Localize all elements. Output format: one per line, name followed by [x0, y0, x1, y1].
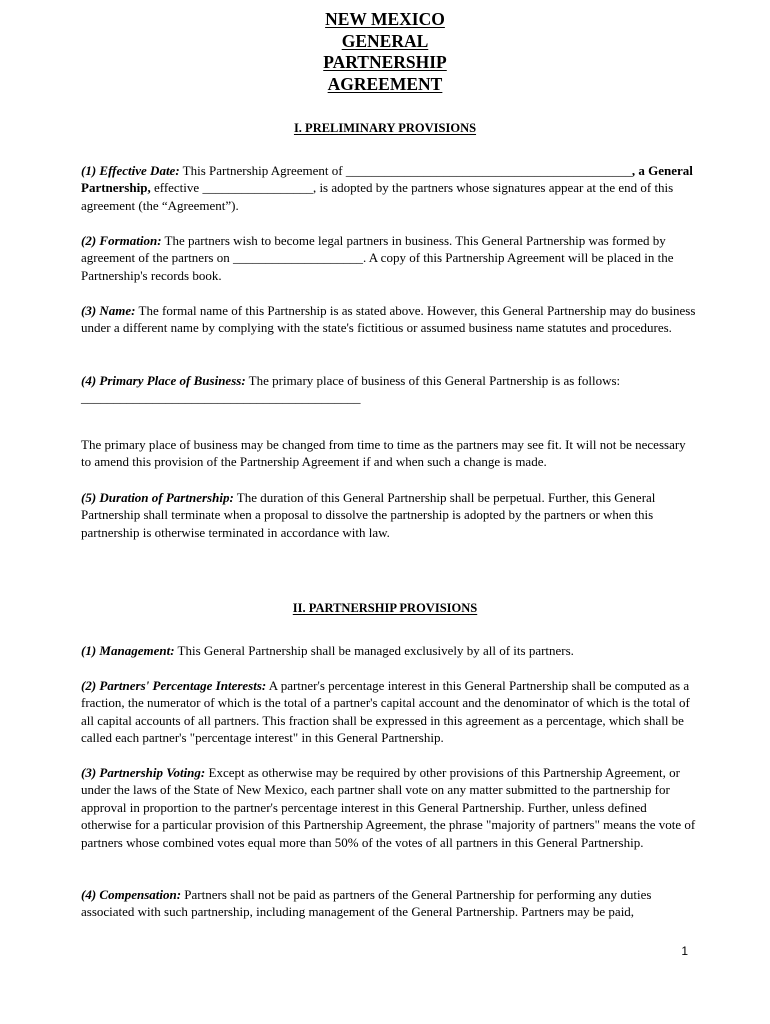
paragraph-effective-date — [81, 162, 696, 214]
paragraph-formation — [81, 232, 696, 284]
paragraph-label: (2) Formation: — [81, 233, 162, 248]
paragraph-text: Except as otherwise may be required by other provisions of this Partnership Agreement, or under the laws of the State of New Mexico, each partner shall vote on any matter submitted to the partnership for approval in proportion to the partner's percentage interest in this General Partnership. Further, unless defined otherwise for a particular provision of this Partnership Agreement, the phrase "majority of partners" means the vote of partners whose combined votes equal more than 50% of the votes of all partners in this General Partnership. — [81, 765, 696, 850]
paragraph-voting — [81, 764, 696, 851]
paragraph-text: A partner's percentage interest in this General Partnership shall be computed as a fraction, the numerator of which is the total of a partner's capital account and the denominator of which is the total of all capital accounts of all partners. This fraction shall be expressed in this agreement as a percentage, which shall be called each partner's "percentage interest" in this General Partnership. — [81, 678, 690, 746]
paragraph-place-change — [81, 436, 696, 471]
paragraph-text: The primary place of business may be changed from time to time as the partners may see fit. It will not be necessary to amend this provision of the Partnership Agreement if and when such a change is made. — [81, 437, 686, 470]
paragraph-label: (3) Partnership Voting: — [81, 765, 206, 780]
title-line-4: AGREEMENT — [327, 74, 443, 95]
page-number: 1 — [681, 944, 688, 958]
paragraph-duration — [81, 489, 696, 541]
paragraph-text: effective — [150, 180, 203, 196]
paragraph-text: . A copy of this Partnership Agreement will be placed in the Partnership's records book. — [81, 250, 674, 283]
paragraph-management — [81, 642, 696, 659]
paragraph-place-of-business — [81, 372, 696, 407]
title-line-2: GENERAL — [341, 30, 429, 51]
document-title — [0, 9, 770, 96]
paragraph-text: The formal name of this Partnership is as stated above. However, this General Partnership may do business under a different name by complying with the state's fictitious or assumed business name statutes and procedures. — [81, 303, 696, 336]
paragraph-text: The primary place of business of this General Partnership is as follows: — [245, 373, 621, 388]
paragraph-bold-text: , a General Partnership, — [81, 163, 693, 196]
paragraph-label: (3) Name: — [81, 303, 136, 318]
fill-in-blank: ____________________ — [232, 250, 363, 266]
paragraph-percentage-interests — [81, 677, 696, 747]
section-heading-partnership: II. PARTNERSHIP PROVISIONS — [292, 601, 478, 615]
paragraph-label: (1) Management: — [81, 643, 175, 658]
paragraph-text: The duration of this General Partnership shall be perpetual. Further, this General Partnership shall terminate when a proposal to dissolve the partnership is adopted by the partners or when this partnership is otherwise terminated in accordance with law. — [81, 490, 656, 540]
paragraph-label: (2) Partners' Percentage Interests: — [81, 678, 267, 693]
paragraph-text: , is adopted by the partners whose signatures appear at the end of this agreement (the “Agreement”). — [81, 180, 674, 213]
paragraph-label: (1) Effective Date: — [81, 163, 180, 178]
paragraph-compensation — [81, 886, 696, 921]
paragraph-text: The partners wish to become legal partners in business. This General Partnership was formed by agreement of the partners on — [81, 233, 666, 266]
paragraph-label: (5) Duration of Partnership: — [81, 490, 234, 505]
paragraph-name — [81, 302, 696, 337]
fill-in-blank: _________________ — [202, 180, 313, 196]
paragraph-text: Partners shall not be paid as partners of the General Partnership for performing any duties associated with such partnership, including management of the General Partnership. Partners may be paid, — [81, 887, 652, 920]
paragraph-label: (4) Compensation: — [81, 887, 182, 902]
paragraph-text: This Partnership Agreement of — [179, 163, 346, 178]
fill-in-blank: ____________________________________________ — [345, 163, 632, 178]
paragraph-label: (4) Primary Place of Business: — [81, 373, 246, 388]
title-line-3: PARTNERSHIP — [323, 52, 447, 73]
title-line-1: NEW MEXICO — [325, 9, 445, 29]
fill-in-blank: ___________________________________________ — [81, 390, 361, 406]
paragraph-text: This General Partnership shall be managed exclusively by all of its partners. — [174, 643, 574, 658]
section-heading-preliminary: I. PRELIMINARY PROVISIONS — [293, 121, 477, 135]
